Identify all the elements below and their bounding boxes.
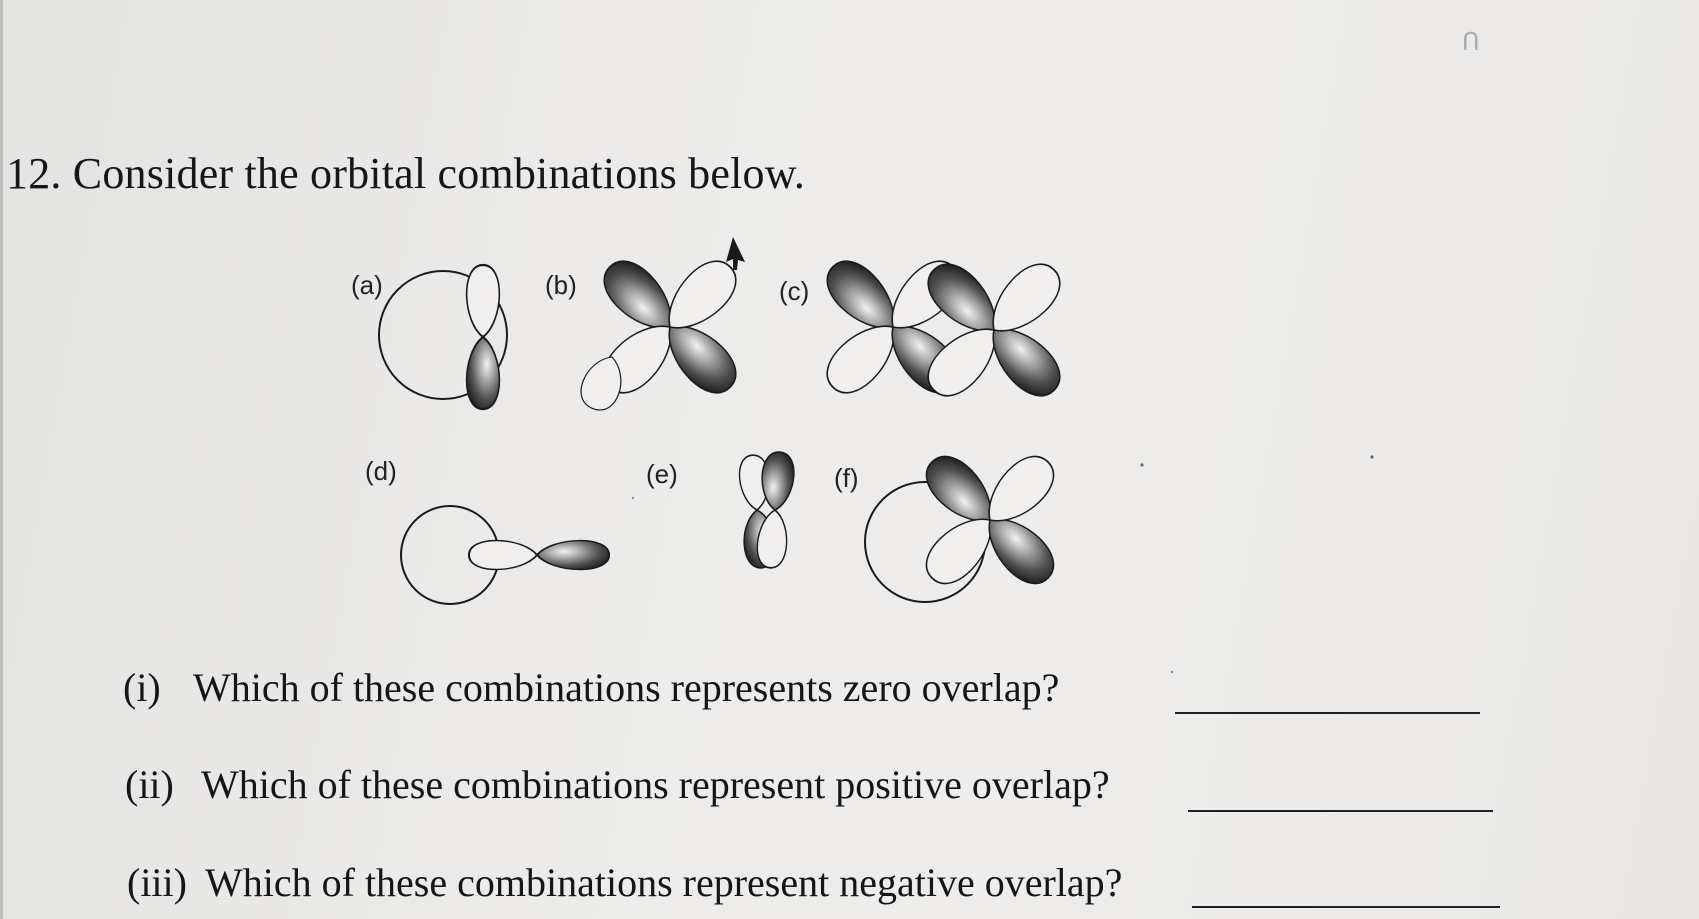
combination-c xyxy=(817,251,1070,406)
subquestion-i xyxy=(123,664,1059,711)
label-e: (e) xyxy=(646,459,678,489)
subquestion-number: (i) xyxy=(123,665,161,710)
combination-f xyxy=(865,446,1064,602)
label-d: (d) xyxy=(365,456,397,486)
subquestion-number: (iii) xyxy=(127,860,187,905)
label-f: (f) xyxy=(834,463,859,493)
label-b: (b) xyxy=(545,270,577,300)
subquestion-text: Which of these combinations represents zero overlap? xyxy=(193,665,1060,710)
combination-a xyxy=(379,265,507,409)
question-title: 12. Consider the orbital combinations below. xyxy=(6,149,806,198)
subquestion-ii xyxy=(125,761,1110,808)
answer-blank-iii[interactable] xyxy=(1192,906,1500,908)
combination-d xyxy=(401,506,609,604)
label-a: (a) xyxy=(351,270,383,300)
answer-blank-i[interactable] xyxy=(1175,712,1480,714)
subquestion-text: Which of these combinations represent negative overlap? xyxy=(205,860,1123,905)
subquestion-iii xyxy=(127,859,1122,906)
combination-b xyxy=(575,251,746,415)
answer-blank-ii[interactable] xyxy=(1188,810,1493,812)
combination-e xyxy=(738,451,796,569)
subquestion-text: Which of these combinations represent positive overlap? xyxy=(201,762,1110,807)
subquestion-number: (ii) xyxy=(125,762,174,807)
pencil-mark: ᑎ xyxy=(1462,28,1480,56)
label-c: (c) xyxy=(779,276,810,306)
